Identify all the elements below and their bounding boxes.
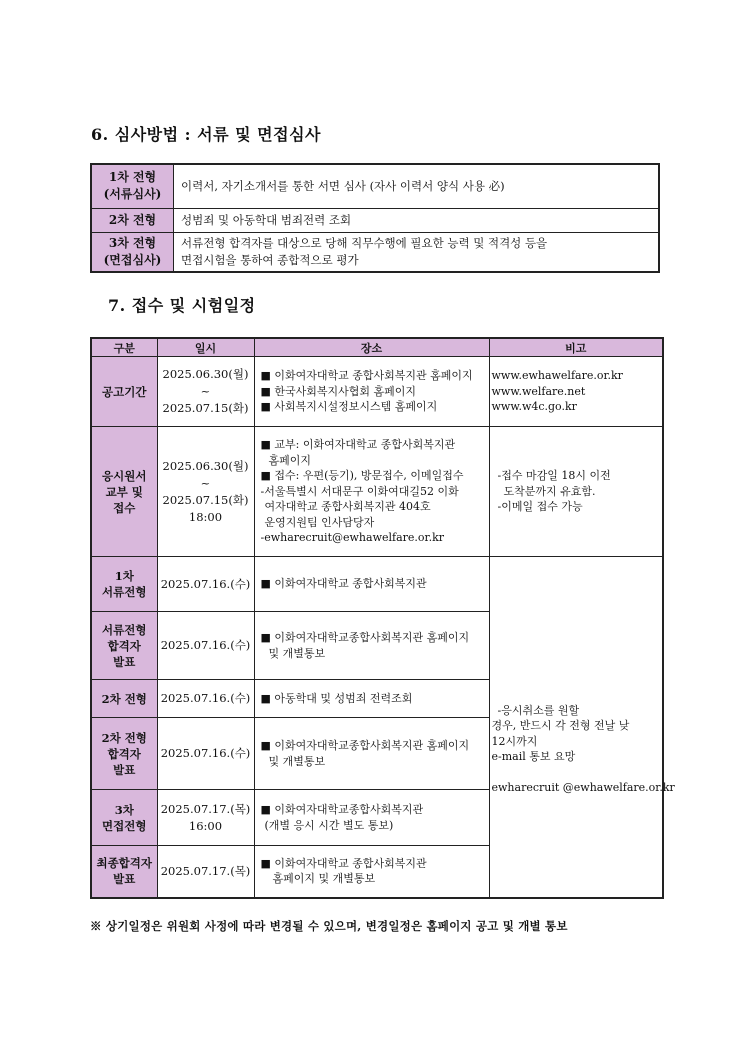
- category-cell: [91, 680, 157, 718]
- place-cell: [254, 680, 489, 718]
- place-line: 여자대학교 종합사회복지관 404호: [264, 500, 431, 514]
- place-cell: [254, 427, 489, 557]
- date-line: 2025.06.30(월): [162, 458, 249, 473]
- label-line: 교부 및: [105, 484, 143, 499]
- table-row: [91, 164, 659, 208]
- table-row: [91, 208, 659, 232]
- category-cell: [91, 557, 157, 612]
- place-line: (개별 응시 시간 별도 통보): [264, 818, 394, 832]
- place-line: 및 개별통보: [268, 754, 326, 768]
- place-line: ■ 이화여자대학교종합사회복지관 홈페이지: [260, 631, 470, 644]
- place-cell: [254, 357, 489, 427]
- label-line: 2차 전형: [108, 212, 157, 227]
- label-line: 2차 전형: [101, 730, 147, 745]
- header-place: 장소: [254, 338, 489, 357]
- place-cell: [254, 557, 489, 612]
- date-cell: [157, 612, 254, 680]
- label-line: 합격자: [107, 638, 141, 653]
- note-line: 경우, 반드시 각 전형 전날 낮: [491, 719, 630, 733]
- label-line: (서류심사): [103, 187, 162, 202]
- table-row: [91, 357, 663, 427]
- category-cell: [91, 357, 157, 427]
- note-link[interactable]: www.ewhawelfare.or.kr: [491, 369, 623, 383]
- date-cell: [157, 357, 254, 427]
- table-row: [91, 232, 659, 272]
- date-line: ~: [200, 475, 211, 490]
- stage-description: [174, 208, 660, 232]
- date-line: 2025.07.15(화): [162, 401, 249, 415]
- place-line: ■ 접수: 우편(등기), 방문접수, 이메일접수: [260, 469, 464, 483]
- label-line: 응시원서: [102, 468, 147, 483]
- note-line: 12시까지: [491, 734, 538, 748]
- place-line: ■ 교부: 이화여자대학교 종합사회복지관: [260, 438, 456, 452]
- label-line: 발표: [113, 654, 136, 669]
- place-line: ■ 이화여자대학교 종합사회복지관: [260, 856, 427, 870]
- date-line: 2025.07.17.(목): [160, 801, 251, 816]
- category-cell: [91, 846, 157, 898]
- label-line: 1차: [114, 569, 134, 583]
- category-cell: [91, 427, 157, 557]
- place-line: 운영지원팀 인사담당자: [264, 515, 375, 529]
- note-line: [492, 765, 661, 781]
- place-line: ■ 이화여자대학교종합사회복지관: [260, 803, 424, 816]
- place-line: ■ 이화여자대학교 종합사회복지관: [260, 577, 427, 591]
- date-line: 2025.07.15(화): [162, 492, 249, 507]
- date-cell: [157, 718, 254, 790]
- table-row: [91, 427, 663, 557]
- date-line: 2025.07.16.(수): [160, 576, 251, 591]
- section7-title: 7. 접수 및 시험일정: [108, 296, 256, 315]
- label-line: 공고기간: [102, 384, 147, 399]
- label-line: 서류전형: [102, 585, 147, 599]
- place-line: 홈페이지 및 개별통보: [272, 872, 376, 886]
- stage-description: [174, 232, 660, 272]
- note-cell: [489, 357, 663, 427]
- date-line: 2025.06.30(월): [162, 367, 249, 381]
- place-line: ■ 아동학대 및 성범죄 전력조회: [260, 691, 413, 705]
- note-link[interactable]: www.w4c.go.kr: [491, 400, 577, 414]
- label-line: 면접전형: [102, 818, 147, 833]
- note-line: e-mail 통보 요망: [491, 750, 576, 764]
- text-line: 서류전형 합격자를 대상으로 당해 직무수행에 필요한 능력 및 적격성 등을: [181, 235, 548, 250]
- note-line: -이메일 접수 가능: [497, 500, 583, 514]
- place-line: -ewharecruit@ewhawelfare.or.kr: [260, 531, 444, 545]
- merged-note-cell: [489, 557, 675, 898]
- place-cell: [254, 612, 489, 680]
- note-line: ewharecruit @ewhawelfare.or.kr: [491, 781, 675, 795]
- date-line: ~: [200, 384, 211, 398]
- date-cell: [157, 790, 254, 846]
- date-line: 18:00: [188, 509, 223, 524]
- footnote: ※ 상기일정은 위원회 사정에 따라 변경될 수 있으며, 변경일정은 홈페이지 공고 및 개별 통보: [90, 919, 568, 933]
- label-line: 2차 전형: [101, 691, 147, 706]
- date-line: 2025.07.16.(수): [160, 638, 251, 652]
- schedule-table: [90, 337, 675, 899]
- label-line: 서류전형: [102, 622, 147, 637]
- label-line: 1차 전형: [108, 170, 157, 185]
- place-line: 및 개별통보: [268, 646, 326, 660]
- label-line: 발표: [113, 872, 136, 887]
- label-line: 발표: [113, 762, 136, 777]
- note-line: -접수 마감일 18시 이전: [497, 469, 611, 483]
- category-cell: [91, 718, 157, 790]
- label-line: 최종합격자: [96, 856, 153, 871]
- section6-title: 6. 심사방법 : 서류 및 면접심사: [91, 125, 321, 144]
- note-cell: [489, 427, 663, 557]
- place-line: -서울특별시 서대문구 이화여대길52 이화: [260, 484, 459, 498]
- place-line: ■ 한국사회복지사협회 홈페이지: [260, 384, 417, 398]
- label-line: (면접심사): [103, 252, 162, 267]
- date-line: 2025.07.17.(목): [160, 863, 251, 878]
- note-line: 도착분까지 유효함.: [503, 484, 596, 498]
- label-line: 3차: [114, 802, 134, 817]
- place-cell: [254, 718, 489, 790]
- note-link[interactable]: www.welfare.net: [491, 384, 586, 398]
- header-category: 구분: [91, 338, 157, 357]
- place-line: ■ 사회복지시설정보시스템 홈페이지: [260, 400, 438, 414]
- place-cell: [254, 846, 489, 898]
- stage-description: [174, 164, 660, 208]
- category-cell: [91, 790, 157, 846]
- place-line: ■ 이화여자대학교 종합사회복지관 홈페이지: [260, 369, 473, 383]
- date-line: 16:00: [188, 818, 223, 833]
- date-line: 2025.07.16.(수): [160, 746, 251, 760]
- stage-label: [91, 208, 174, 232]
- text-line: 면접시험을 통하여 종합적으로 평가: [181, 252, 359, 267]
- date-line: 2025.07.16.(수): [160, 691, 251, 705]
- date-cell: [157, 846, 254, 898]
- table-row: [91, 557, 663, 612]
- screening-method-table: [90, 163, 660, 273]
- label-line: 합격자: [107, 746, 141, 761]
- stage-label: [91, 232, 174, 272]
- label-line: 3차 전형: [108, 235, 157, 250]
- table-header-row: [91, 338, 663, 357]
- header-date: 일시: [157, 338, 254, 357]
- text-line: 성범죄 및 아동학대 범죄전력 조회: [181, 212, 352, 227]
- label-line: 접수: [113, 500, 136, 515]
- place-line: ■ 이화여자대학교종합사회복지관 홈페이지: [260, 739, 470, 752]
- date-cell: [157, 557, 254, 612]
- stage-label: [91, 164, 174, 208]
- category-cell: [91, 612, 157, 680]
- date-cell: [157, 427, 254, 557]
- text-line: 이력서, 자기소개서를 통한 서면 심사 (자사 이력서 양식 사용 必): [181, 178, 505, 193]
- note-line: -응시취소를 원할: [497, 703, 580, 717]
- place-cell: [254, 790, 489, 846]
- date-cell: [157, 680, 254, 718]
- header-note: 비고: [489, 338, 663, 357]
- place-line: 홈페이지: [268, 453, 312, 467]
